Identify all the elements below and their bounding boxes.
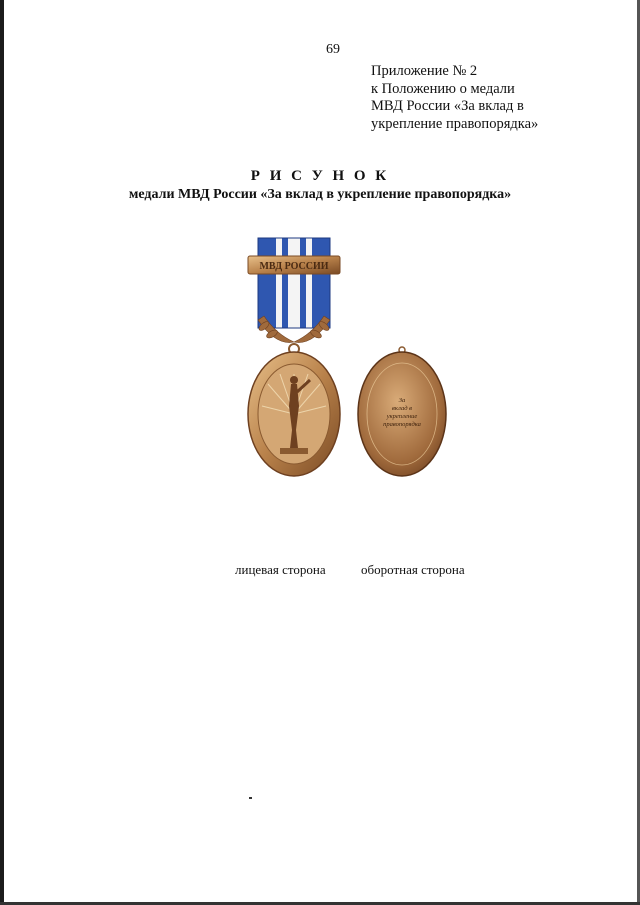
- page-number: 69: [326, 42, 340, 57]
- ribbon: [258, 238, 330, 328]
- appendix-line: к Положению о медали: [371, 80, 515, 97]
- caption-reverse: оборотная сторона: [361, 562, 465, 577]
- scan-mark: [249, 797, 252, 799]
- reverse-inscription-line: вклад в: [392, 405, 412, 412]
- page-subtitle: медали МВД России «За вклад в укрепление правопорядка»: [128, 187, 512, 202]
- medal-reverse: [358, 347, 446, 476]
- appendix-line: укрепление правопорядка»: [371, 115, 539, 132]
- reverse-inscription-line: укрепление: [386, 413, 418, 420]
- reverse-inscription-line: За: [398, 397, 406, 404]
- medal-obverse: [248, 352, 340, 476]
- appendix-reference: [371, 63, 538, 133]
- appendix-line: Приложение № 2: [371, 63, 478, 79]
- page-title: Р И С У Н О К: [250, 168, 390, 184]
- reverse-inscription-line: правопорядка: [383, 421, 421, 428]
- caption-obverse: лицевая сторона: [235, 562, 326, 577]
- appendix-line: МВД России «За вклад в: [371, 98, 524, 114]
- medal-bar-text: МВД РОССИИ: [259, 261, 329, 272]
- medal-illustration: [236, 234, 456, 490]
- scan-edge-left: [0, 0, 4, 905]
- medal-bar: [248, 256, 340, 274]
